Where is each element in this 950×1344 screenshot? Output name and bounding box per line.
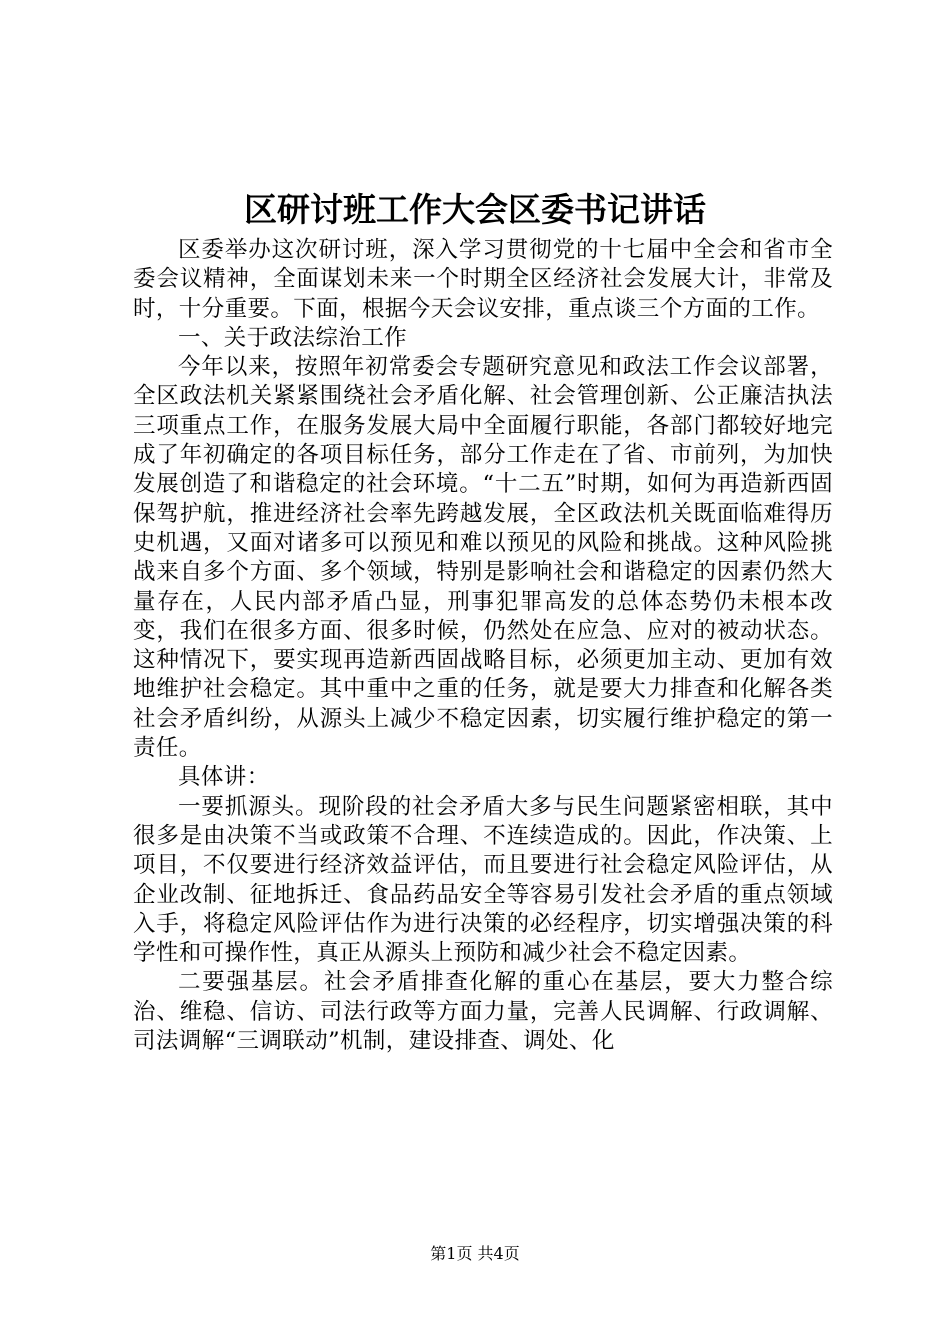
paragraph-intro: 区委举办这次研讨班，深入学习贯彻党的十七届中全会和省市全委会议精神，全面谋划未来一个时期全区经济社会发展大计，非常及时，十分重要。下面，根据今天会议安排，重点谈三个方面的工作。	[133, 237, 833, 322]
paragraph-specifics: 具体讲：	[178, 764, 270, 791]
paragraph-section-1: 今年以来，按照年初常委会专题研究意见和政法工作会议部署，全区政法机关紧紧围绕社会矛盾化解、社会管理创新、公正廉洁执法三项重点工作，在服务发展大局中全面履行职能，各部门都较好地完成了年初确定的各项目标任务，部分工作走在了省、市前列，为加快发展创造了和谐稳定的社会环境。“十二五”时期，如何为再造新西固保驾护航，推进经济社会率先跨越发展，全区政法机关既面临难得历史机遇，又面对诸多可以预见和难以预见的风险和挑战。这种风险挑战来自多个方面、多个领域，特别是影响社会和谐稳定的因素仍然大量存在，人民内部矛盾凸显，刑事犯罪高发的总体态势仍未根本改变，我们在很多方面、很多时候，仍然处在应急、应对的被动状态。这种情况下，要实现再造新西固战略目标，必须更加主动、更加有效地维护社会稳定。其中重中之重的任务，就是要大力排查和化解各类社会矛盾纠纷，从源头上减少不稳定因素，切实履行维护稳定的第一责任。	[133, 354, 833, 762]
paragraph-point-2: 二要强基层。社会矛盾排查化解的重心在基层，要大力整合综治、维稳、信访、司法行政等方面力量，完善人民调解、行政调解、司法调解“三调联动”机制，建设排查、调处、化	[133, 969, 833, 1055]
paragraph-point-1: 一要抓源头。现阶段的社会矛盾大多与民生问题紧密相联，其中很多是由决策不当或政策不合理、不连续造成的。因此，作决策、上项目，不仅要进行经济效益评估，而且要进行社会稳定风险评估，从企业改制、征地拆迁、食品药品安全等容易引发社会矛盾的重点领域入手，将稳定风险评估作为进行决策的必经程序，切实增强决策的科学性和可操作性，真正从源头上预防和减少社会不稳定因素。	[133, 793, 833, 967]
document-body	[133, 236, 833, 1056]
section-heading-1: 一、关于政法综治工作	[178, 324, 408, 351]
document-title: 区研讨班工作大会区委书记讲话	[244, 190, 706, 229]
page-number-footer: 第1页 共4页	[430, 1244, 520, 1263]
